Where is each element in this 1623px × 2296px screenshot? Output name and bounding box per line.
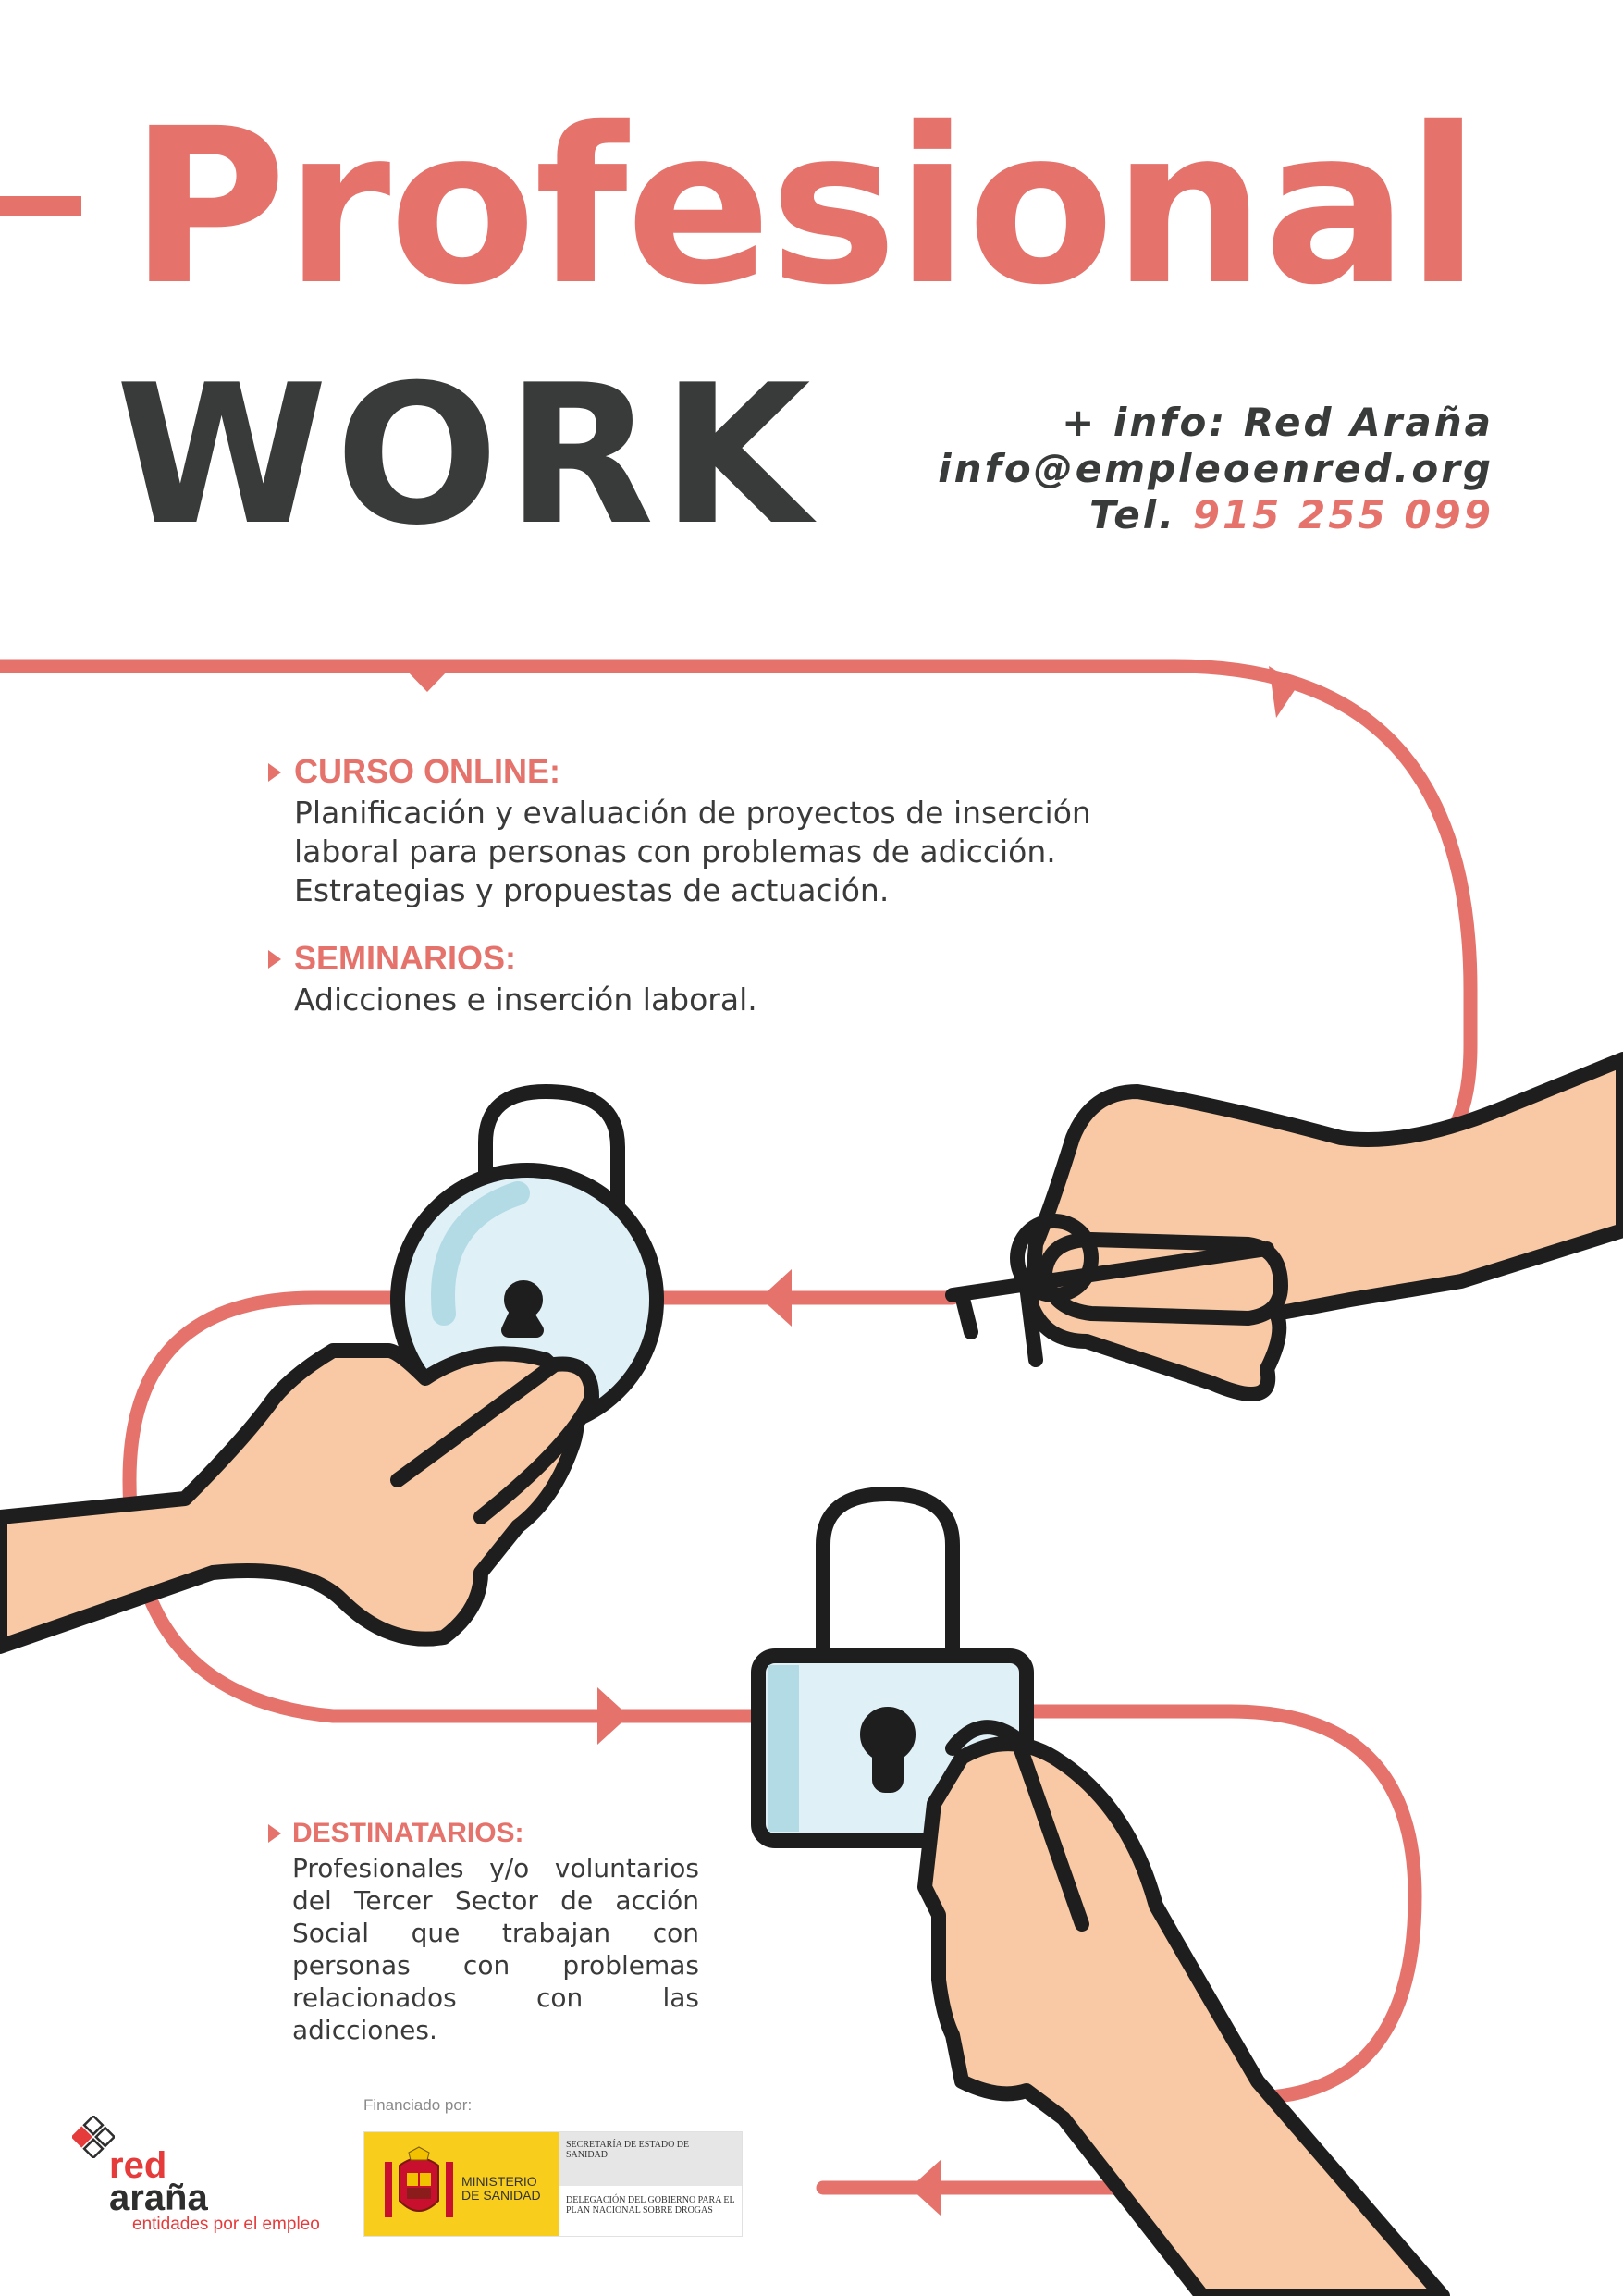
contact-email[interactable]: info@empleoenred.org [938, 446, 1494, 491]
phone-label: Tel. [1089, 492, 1177, 537]
contact-info: + info: Red Araña [1062, 400, 1494, 445]
flow-line-top [0, 666, 1470, 1166]
contact-phone [1089, 492, 1494, 538]
flow-notch [404, 668, 450, 692]
ministry-name: MINISTERIO DE SANIDAD [461, 2174, 541, 2203]
bullet-arrow-icon [268, 1824, 281, 1843]
arrow-head-lower [597, 1687, 629, 1745]
hand-right-arm [1031, 1059, 1623, 1394]
seminarios-title: SEMINARIOS: [294, 939, 517, 977]
bullet-arrow-icon [268, 763, 281, 782]
delegacion-text: DELEGACIÓN DEL GOBIERNO PARA EL PLAN NACIONAL SOBRE DROGAS [566, 2195, 735, 2216]
funding-label: Financiado por: [363, 2096, 473, 2114]
logo-tagline: entidades por el empleo [132, 2215, 320, 2234]
crest-icon [383, 2145, 455, 2225]
destinatarios-title: DESTINATARIOS: [292, 1818, 524, 1848]
curso-line-3: Estrategias y propuestas de actuación. [294, 872, 890, 908]
arrow-head-bottom [910, 2159, 941, 2216]
logo-word-red: red [109, 2145, 167, 2186]
title-dash [0, 196, 81, 216]
logo-word-arana: araña [109, 2178, 208, 2218]
curso-line-2: laboral para personas con problemas de adicción. [294, 833, 1056, 870]
curso-title: CURSO ONLINE: [294, 752, 560, 790]
hand-key-group [953, 1059, 1623, 1394]
arrow-head-middle [760, 1269, 792, 1327]
bullet-arrow-icon [268, 950, 281, 969]
hand-bottom-arm [925, 1744, 1443, 2296]
secretaria-text: SECRETARÍA DE ESTADO DE SANIDAD [566, 2140, 690, 2160]
curso-line-1: Planificación y evaluación de proyectos de inserción [294, 795, 1091, 831]
title-line-2: WORK [116, 344, 818, 568]
hand-bottom-group [925, 1727, 1443, 2296]
ministry-logo [363, 2131, 743, 2237]
seminarios-line-1: Adicciones e inserción laboral. [294, 981, 757, 1018]
destinatarios-text: Profesionales y/o voluntarios del Tercer Sector de acción Social que trabajan con personas con problemas relacionados con las adicciones. [292, 1853, 699, 2045]
curso-body [294, 794, 1091, 910]
hand-left-group [0, 1351, 592, 1647]
title-line-1: Profesional [129, 82, 1479, 332]
phone-number[interactable]: 915 255 099 [1192, 492, 1494, 537]
